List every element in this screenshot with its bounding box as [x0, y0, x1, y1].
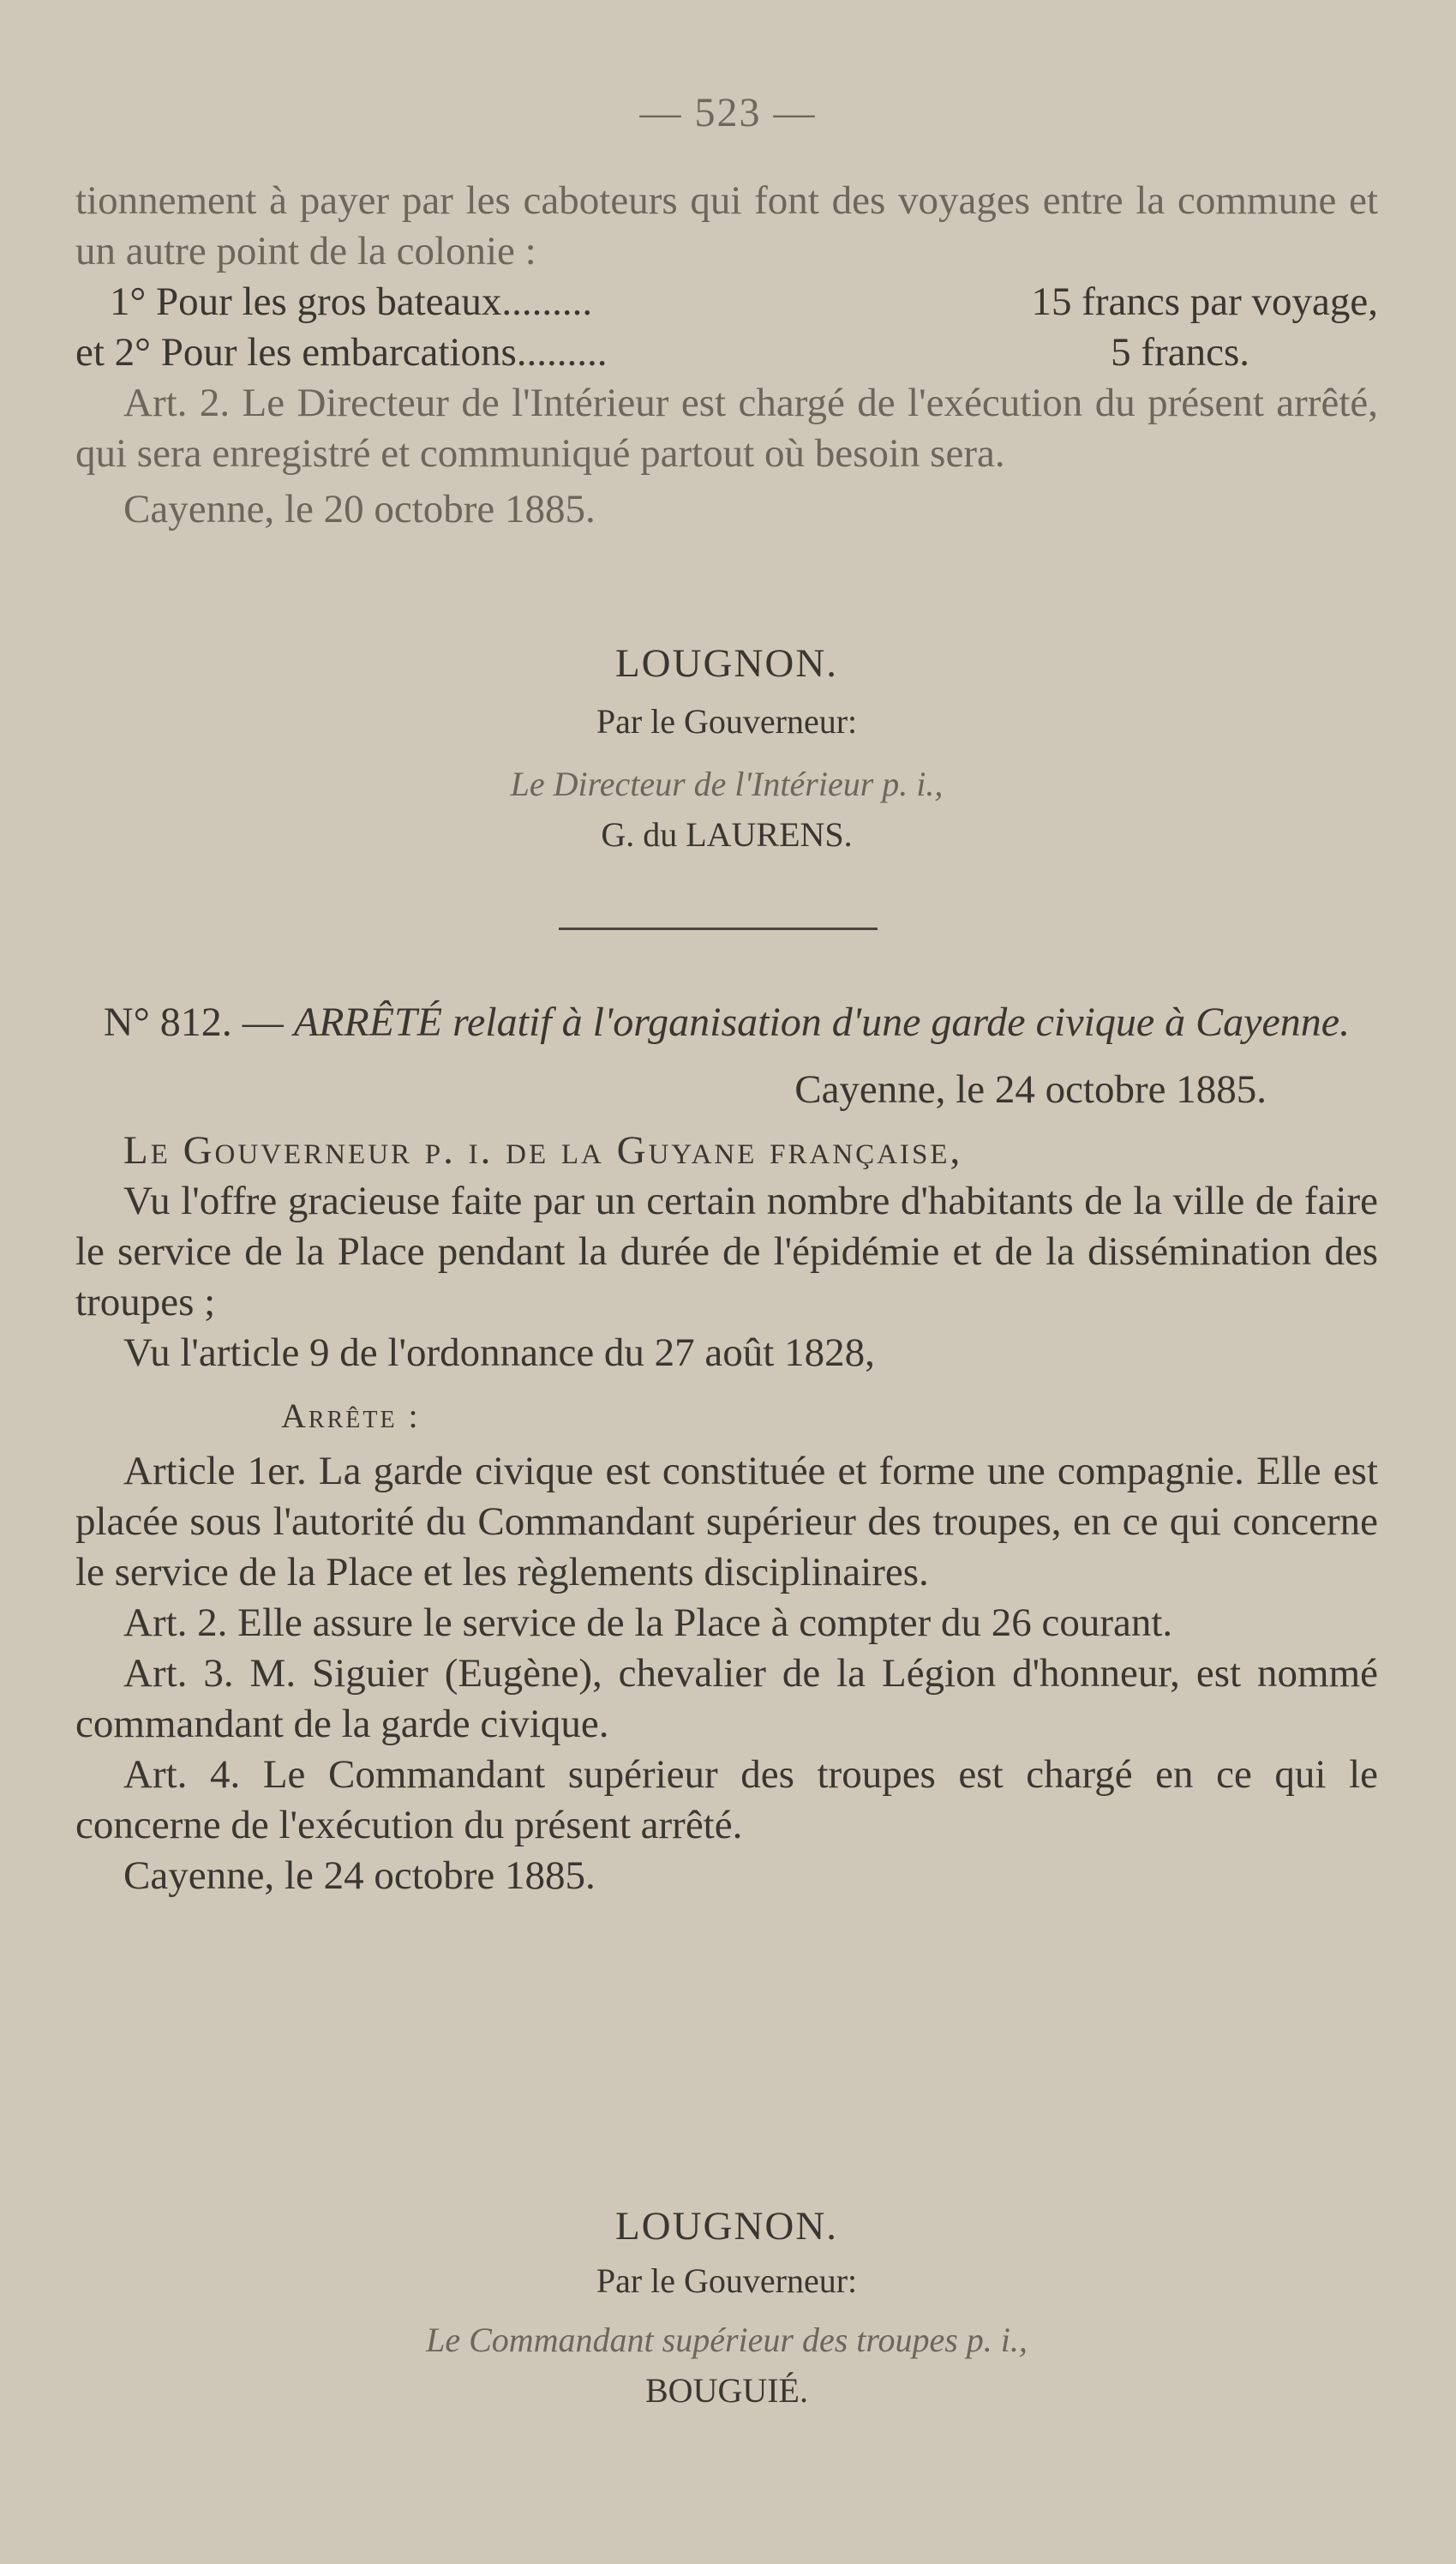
governor-signature: LOUGNON. — [614, 641, 839, 686]
intro-paragraph: tionnement à payer par les caboteurs qui font des voyages entre la commune et un autre point de la colonie : — [75, 178, 1378, 273]
article-4: Art. 4. Le Commandant supérieur des troupes est chargé en ce qui le concerne de l'exécution du présent arrêté. — [75, 1752, 1378, 1847]
article-1: Article 1er. La garde civique est constituée et forme une compagnie. Elle est placée sous l'autorité du Commandant supérieur des troupes, en ce qui concerne le service de la Place et les règlements disciplinaires. — [75, 1449, 1378, 1594]
tariff-label: et 2° Pour les embarcations......... — [75, 330, 608, 375]
official-title-2: Le Commandant supérieur des troupes p. i., — [426, 2321, 1028, 2359]
section-previous-arrete — [75, 176, 1378, 535]
date-line-2: Cayenne, le 24 octobre 1885. — [123, 1853, 596, 1898]
official-title: Le Directeur de l'Intérieur p. i., — [510, 765, 944, 803]
tariff-value: 15 francs par voyage, — [1031, 279, 1378, 324]
page-number: — 523 — — [639, 90, 817, 135]
signature-block-2 — [75, 2201, 1378, 2416]
par-le-gouverneur: Par le Gouverneur: — [596, 702, 858, 741]
arrete-number: N° 812. — — [103, 1000, 284, 1045]
official-name-2: BOUGUIÉ. — [645, 2371, 808, 2410]
arrete-title — [75, 996, 1378, 1049]
par-le-gouverneur-2: Par le Gouverneur: — [596, 2261, 858, 2300]
vu-paragraph-2: Vu l'article 9 de l'ordonnance du 27 août 1828, — [123, 1330, 875, 1375]
authority-line: Le Gouverneur p. i. de la Guyane française, — [123, 1128, 963, 1173]
tariff-row-1 — [75, 277, 1378, 327]
section-arrete-812 — [75, 996, 1378, 1901]
arrete-title-word: ARRÊTÉ — [293, 1000, 443, 1045]
signature-block-1 — [75, 639, 1378, 860]
arrete-title-rest: relatif à l'organisation d'une garde civique à Cayenne. — [452, 1000, 1351, 1045]
vu-paragraph-1: Vu l'offre gracieuse faite par un certain nombre d'habitants de la ville de faire le service de la Place pendant la durée de l'épidémie et de la dissémination des troupes ; — [75, 1179, 1378, 1324]
place-date: Cayenne, le 24 octobre 1885. — [794, 1067, 1267, 1112]
section-divider — [559, 928, 878, 930]
article-2-paragraph: Art. 2. Le Directeur de l'Intérieur est chargé de l'exécution du présent arrêté, qui sera enregistré et communiqué partout où besoin sera. — [75, 381, 1378, 476]
article-3: Art. 3. M. Siguier (Eugène), chevalier de la Légion d'honneur, est nommé commandant de la garde civique. — [75, 1651, 1378, 1746]
article-2: Art. 2. Elle assure le service de la Place à compter du 26 courant. — [123, 1600, 1173, 1645]
arrete-heading: Arrête : — [281, 1396, 421, 1435]
tariff-value: 5 francs. — [1111, 330, 1249, 375]
official-name: G. du LAURENS. — [601, 815, 853, 854]
date-line: Cayenne, le 20 octobre 1885. — [123, 487, 596, 531]
tariff-label: 1° Pour les gros bateaux......... — [110, 279, 593, 324]
tariff-row-2 — [75, 327, 1378, 378]
governor-signature-2: LOUGNON. — [614, 2204, 839, 2249]
